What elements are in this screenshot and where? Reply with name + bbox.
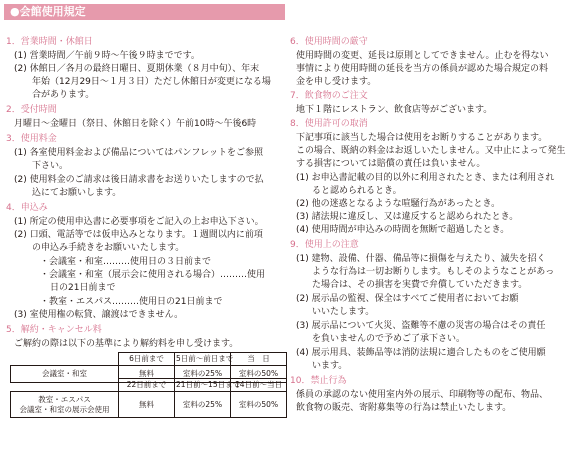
fee-row-label-line: 教室・エスパス xyxy=(38,394,91,404)
text-line: (1) 各室使用料金および備品についてはパンフレットをご参照 xyxy=(14,148,263,158)
text-line: 合があります。 xyxy=(32,90,95,100)
text-line: (1) 建物、設備、什器、備品等に損傷を与えたり、滅失を招く xyxy=(296,254,546,264)
text-line: (2) 口頭、電話等では仮申込みとなります。１週間以内に前項 xyxy=(14,230,263,240)
fee-header-cell: 14日前〜当日 xyxy=(231,379,287,392)
fee-header-cell: 21日前〜15日まで xyxy=(175,379,231,392)
text-line: 事情により使用時間の延長を当方の係員が認めた場合規定の料 xyxy=(296,64,549,74)
text-line: (2) 使用料金のご請求は後日請求書をお送りいたしますので払 xyxy=(14,175,264,185)
text-line: 月曜日〜金曜日（祭日、休館日を除く）午前10時〜午後6時 xyxy=(14,119,257,129)
text-line: (3) 諸法規に違反し、又は違反すると認められたとき。 xyxy=(296,212,519,222)
text-line: (2) 休館日／各月の最終日曜日、夏期休業（８月中旬）、年末 xyxy=(14,64,260,74)
text-line: 日の21日前まで xyxy=(50,283,116,293)
fee-header-cell: 5日前〜前日まで xyxy=(175,353,231,366)
section-heading-application: 4．申込み xyxy=(6,203,48,213)
fee-value-cell: 室料の50% xyxy=(231,392,287,418)
text-line: いいたします。 xyxy=(312,307,375,317)
fee-row-label xyxy=(11,392,119,418)
section-heading-time-limit: 6．使用時間の厳守 xyxy=(290,37,368,47)
text-line: (4) 使用時間が申込みの時間を無断で超過したとき。 xyxy=(296,225,510,235)
text-line: する損害については賠償の責任は負いません。 xyxy=(296,159,486,169)
fee-header-cell: 当 日 xyxy=(231,353,287,366)
text-line: (3) 展示品について火災、盗難等不慮の災害の場合はその責任 xyxy=(296,321,546,331)
text-line: ・会議室・和室（展示会に使用される場合）………使用 xyxy=(40,270,266,280)
text-line: 下さい。 xyxy=(32,161,69,171)
text-line: 地下１階にレストラン、飲食店等がございます。 xyxy=(296,105,493,115)
text-line: の申込み手続きをお願いいたします。 xyxy=(32,243,185,253)
fee-value-cell: 室料の50% xyxy=(231,366,287,383)
text-line: (2) 他の迷惑となるような喧騒行為があったとき。 xyxy=(296,199,501,209)
text-line: (2) 展示品の監視、保全はすべてご使用者においてお願 xyxy=(296,294,519,304)
text-line: 込にてお願いします。 xyxy=(32,188,122,198)
section-heading-cancellation: 5．解約・キャンセル料 xyxy=(6,325,102,335)
section-heading-fees: 3．使用料金 xyxy=(6,134,57,144)
text-line: この場合、既納の料金はお返しいたしません。又中止によって発生 xyxy=(296,146,566,156)
fee-value-cell: 無料 xyxy=(119,392,175,418)
fee-value-cell: 無料 xyxy=(119,366,175,383)
text-line: (1) 営業時間／午前９時〜午後９時までです。 xyxy=(14,51,200,61)
fee-row-label: 会議室・和室 xyxy=(11,366,119,383)
text-line: 使用時間の変更、延長は原則としてできません。止むを得ない xyxy=(296,51,549,61)
fee-header-cell: 22日前まで xyxy=(119,379,175,392)
text-line: 係員の承認のない使用室内外の展示、印刷物等の配布、物品、 xyxy=(296,390,549,400)
section-heading-hours: 1．営業時間・休館日 xyxy=(6,37,93,47)
section-heading-reception: 2．受付時間 xyxy=(6,105,57,115)
fee-value-cell: 室料の25% xyxy=(175,366,231,383)
fee-row-label-line: 会議室・和室の展示会使用 xyxy=(19,404,110,414)
text-line: ・会議室・和室………使用日の３日前まで xyxy=(40,257,212,267)
text-line: 金を申し受けます。 xyxy=(296,77,377,87)
page-title: ●会館使用規定 xyxy=(4,4,285,20)
section-heading-usage-notes: 9．使用上の注意 xyxy=(290,240,359,250)
text-line: (1) 所定の使用申込書に必要事項をご記入の上お申込下さい。 xyxy=(14,217,264,227)
text-line: (4) 展示用具、装飾品等は消防法規に適合したものをご使用願 xyxy=(296,348,546,358)
text-line: 下記事項に該当した場合は使用をお断りすることがあります。 xyxy=(296,133,548,143)
section-heading-food-orders: 7．飲食物のご注文 xyxy=(290,91,368,101)
text-line: います。 xyxy=(312,361,348,371)
section-heading-prohibited: 10．禁止行為 xyxy=(290,376,347,386)
text-line: 年始（12月29日〜１月３日）ただし休館日が変更になる場 xyxy=(32,77,271,87)
cancellation-fee-table-exhibition xyxy=(10,378,287,418)
section-heading-revocation: 8．使用許可の取消 xyxy=(290,119,368,129)
text-line: ご解約の際は以下の基準により解約料を申し受けます。 xyxy=(14,339,239,349)
text-line: ような行為は一切お断りします。もしそのようなことがあっ xyxy=(312,267,555,277)
text-line: た場合は、その損害を実費で弁償していただきます。 xyxy=(312,280,528,290)
text-line: ると認められるとき。 xyxy=(312,186,402,196)
fee-header-cell: 6日前まで xyxy=(119,353,175,366)
text-line: ・教室・エスパス………使用日の21日前まで xyxy=(40,297,223,307)
text-line: (3) 室使用権の転貸、譲渡はできません。 xyxy=(14,310,184,320)
fee-value-cell: 室料の25% xyxy=(175,392,231,418)
text-line: を負いませんので予めご了承下さい。 xyxy=(312,334,466,344)
text-line: 飲食物の販売、寄附募集等の行為は禁止いたします。 xyxy=(296,403,512,413)
text-line: (1) お申込書記載の目的以外に利用されたとき、または利用され xyxy=(296,173,555,183)
